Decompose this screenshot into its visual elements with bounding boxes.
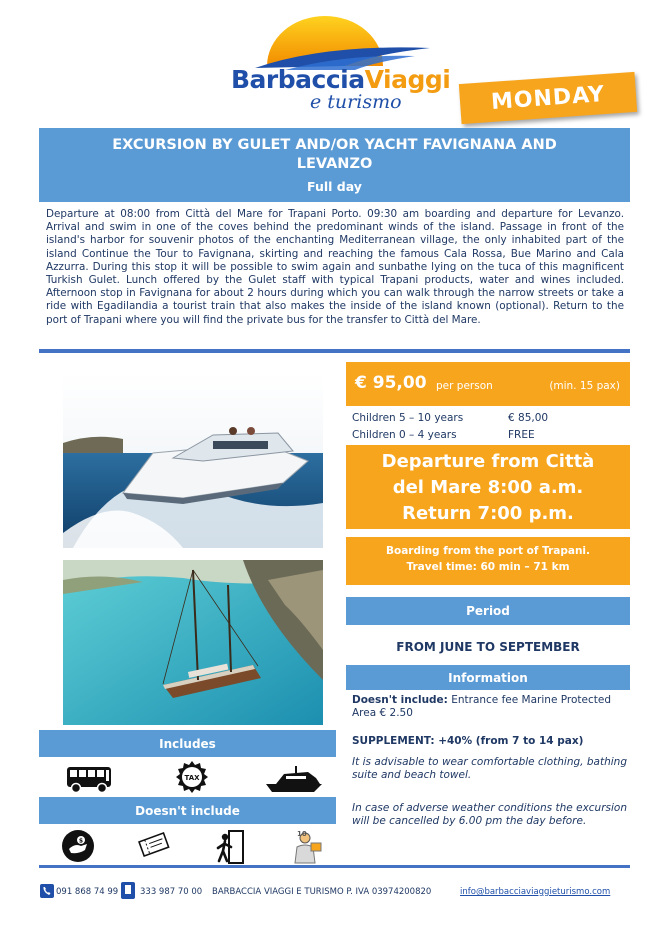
exit-door-icon — [215, 829, 245, 865]
day-badge-text: MONDAY — [490, 81, 606, 115]
mobile-icon — [121, 882, 135, 899]
child-price-row — [352, 429, 535, 441]
return-time: Return 7:00 p.m. — [402, 503, 574, 524]
tip-hand-icon — [61, 829, 95, 863]
brand-name-part2: Viaggi — [364, 65, 451, 94]
footer-divider — [39, 865, 630, 868]
tax-icon — [175, 760, 209, 794]
supplement-note: SUPPLEMENT: +40% (from 7 to 14 pax) — [352, 735, 584, 747]
svg-text:TAX: TAX — [184, 774, 200, 782]
doesnt-include-icons — [39, 827, 336, 867]
guide-icon — [291, 829, 323, 865]
bus-icon — [66, 766, 114, 794]
footer-company: BARBACCIA VIAGGI E TURISMO P. IVA 03974200820 — [212, 887, 432, 897]
excursion-duration: Full day — [307, 179, 362, 194]
child-price-row — [352, 412, 549, 424]
footer-email-link[interactable]: info@barbacciaviaggieturismo.com — [460, 887, 611, 897]
period-value: FROM JUNE TO SEPTEMBER — [396, 640, 580, 654]
brand-name-part1: Barbaccia — [231, 65, 365, 94]
boarding-port: Boarding from the port of Trapani. — [385, 545, 591, 557]
brand-logo — [225, 14, 451, 113]
departure-line1: Departure from Città — [381, 451, 595, 472]
travel-time: Travel time: 60 min – 71 km — [406, 561, 570, 573]
price-amount: € 95,00 — [355, 373, 427, 393]
yacht-photo — [63, 373, 323, 548]
advice-note: It is advisable to wear comfortable clothing, bathing suite and beach towel. — [352, 756, 627, 781]
not-included-note — [352, 694, 627, 720]
footer — [40, 884, 640, 900]
departure-banner — [346, 445, 630, 529]
doesnt-include-header — [39, 797, 336, 824]
footer-phone: 091 868 74 99 — [56, 887, 119, 897]
period-header — [346, 597, 630, 625]
svg-text:10: 10 — [297, 830, 307, 838]
includes-label: Includes — [159, 736, 216, 751]
child-price: € 85,00 — [508, 412, 549, 424]
price-banner — [346, 362, 630, 406]
gulet-photo — [63, 560, 323, 725]
price-minimum: (min. 15 pax) — [549, 380, 620, 392]
information-header — [346, 665, 630, 690]
not-included-label: Doesn't include: — [352, 694, 448, 706]
not-included-text: Entrance fee Marine Protected Area € 2.50 — [352, 694, 611, 719]
includes-header — [39, 730, 336, 757]
footer-mobile: 333 987 70 00 — [140, 887, 203, 897]
day-badge — [459, 72, 637, 124]
doesnt-include-label: Doesn't include — [135, 803, 240, 818]
excursion-description: Departure at 08:00 from Città del Mare for Trapani Porto. 09:30 am boarding and departure for Levanzo. Arrival and swim in one of the coves behind the predominant winds of the island. Passage in front of the island's harbor for souvenir photos of the enchanting Mediterranean village, the only inhabited part of the island Continue the Tour to Favignana, skirting and reaching the famous Cala Rossa, Bue Marino and Cala Azzurra. During this stop it will be possible to swim again and sunbathe lying on the tuca of this magnificent Turkish Gulet. Lunch offered by the Gulet staff with typical Trapani products, water and wines included. Afternoon stop in Favignana for about 2 hours during which you can walk through the narrow streets or take a ride with Egadilandia a tourist train that also makes the inside of the island known (optional). Return to the port of Trapani where you will find the private bus for the transfer to Città del Mare. — [46, 208, 624, 326]
child-age: Children 5 – 10 years — [352, 412, 464, 424]
child-price: FREE — [508, 429, 535, 441]
boat-icon — [264, 766, 328, 794]
information-label: Information — [448, 670, 528, 685]
title-banner — [39, 128, 630, 202]
boarding-banner — [346, 537, 630, 585]
svg-text:$: $ — [78, 837, 84, 845]
child-age: Children 0 – 4 years — [352, 429, 457, 441]
includes-icons — [39, 760, 336, 800]
weather-note: In case of adverse weather conditions the excursion will be cancelled by 6.00 pm the day before. — [352, 802, 627, 827]
period-label: Period — [466, 604, 510, 618]
brand-tagline: e turismo — [310, 91, 402, 113]
phone-icon — [40, 884, 54, 898]
ticket-icon — [138, 831, 170, 859]
section-divider — [39, 349, 630, 353]
departure-line2: del Mare 8:00 a.m. — [392, 477, 584, 498]
excursion-title: EXCURSION BY GULET AND/OR YACHT FAVIGNANA AND LEVANZO — [112, 137, 557, 172]
price-unit: per person — [436, 380, 493, 392]
